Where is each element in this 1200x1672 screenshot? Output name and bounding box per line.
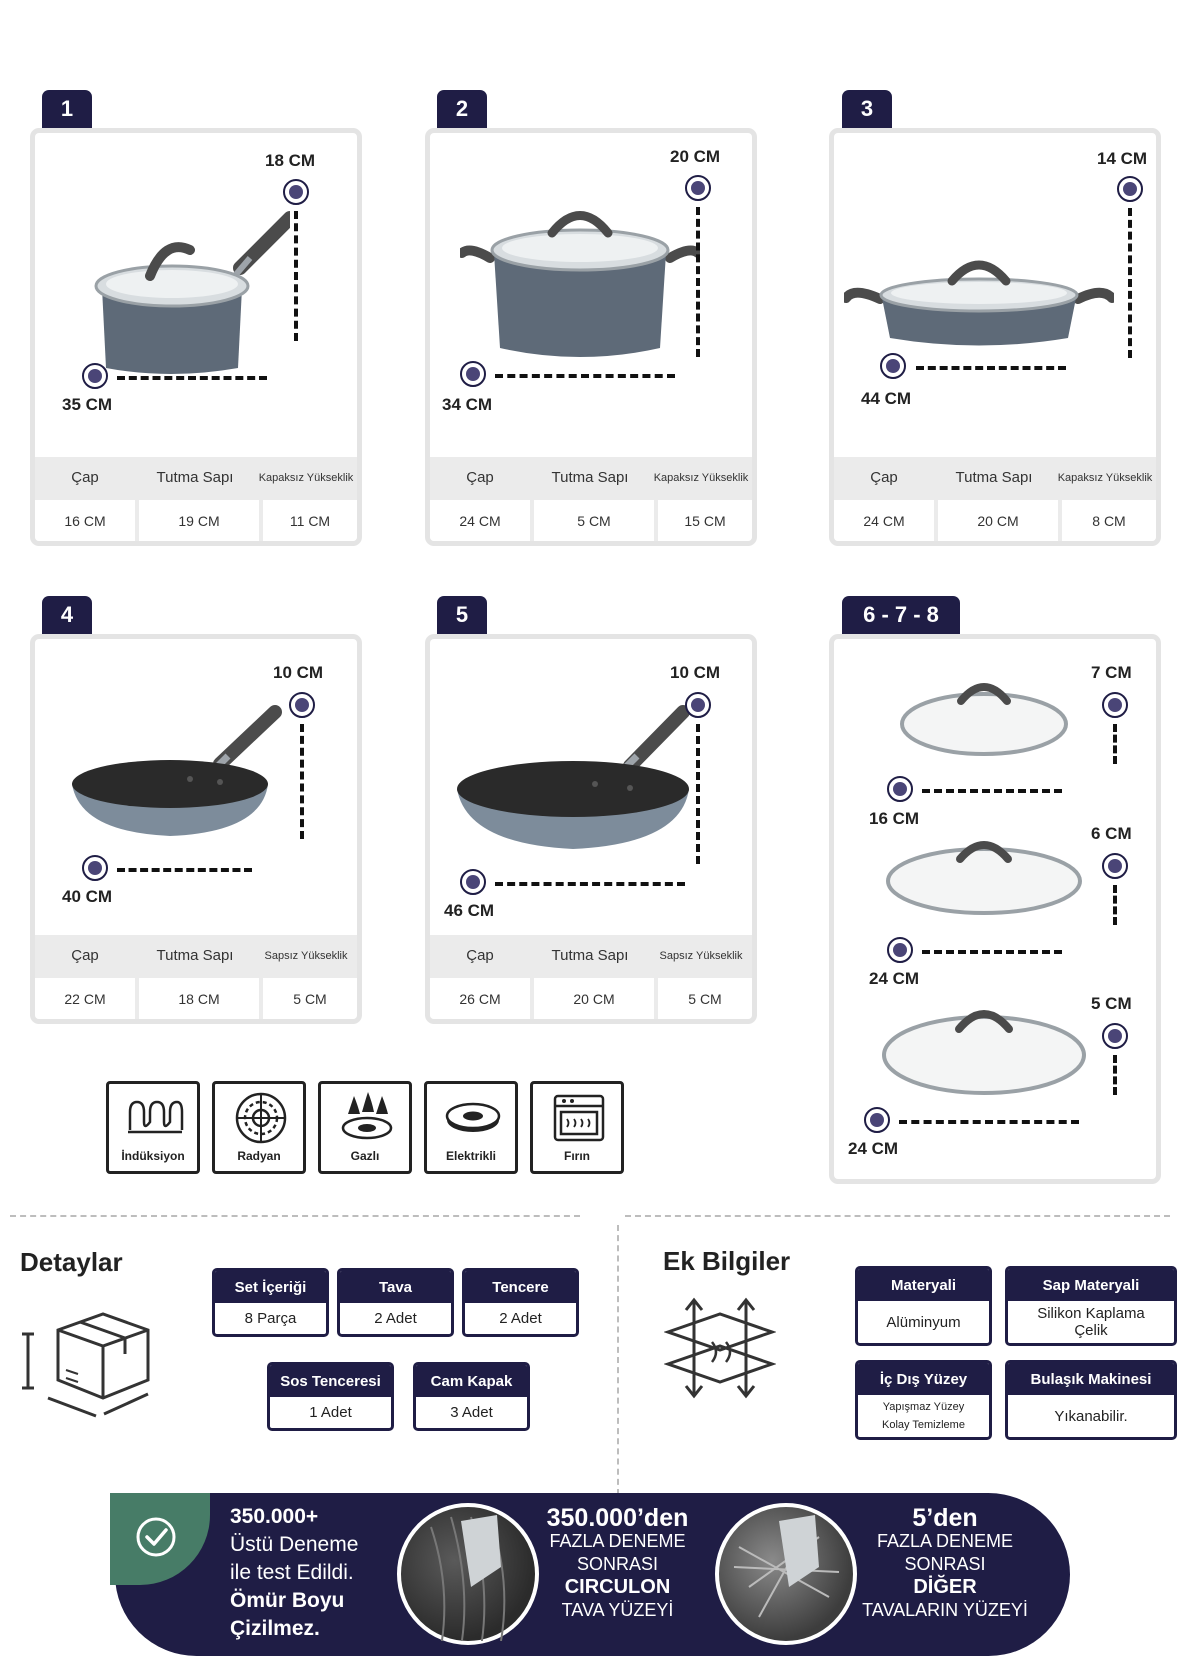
layers-arrows-icon [664,1292,776,1404]
spec-value-handle: 19 CM [139,500,259,541]
compat-label: İndüksiyon [121,1149,185,1163]
lid-1-width-label: 16 CM [869,809,920,828]
spec-header-diameter: Çap [870,469,898,486]
chip-sauce-pan [267,1362,394,1431]
frying-pan-small-image [70,704,290,844]
banner-right-line: TAVALARIN YÜZEYİ [862,1600,1028,1620]
lid-1-width-marker-dot [887,776,913,802]
banner-left-line: ile test Edildi. [230,1561,354,1584]
lid-3-width-dashed-line [899,1120,1079,1124]
oven-icon [550,1092,608,1144]
lid-3-height-marker-dot [1102,1023,1128,1049]
radiant-icon [232,1092,290,1144]
spec-value-height: 8 CM [1062,500,1156,541]
spec-header-height: Sapsız Yükseklik [264,949,348,962]
product-3-number-tab: 3 [842,90,892,128]
spec-header-handle: Tutma Sapı [156,469,234,486]
frying-pan-large-image [455,704,695,854]
lid-2-height-marker-dot [1102,853,1128,879]
spec-table [35,457,357,541]
spec-value-handle: 5 CM [534,500,654,541]
height-dashed-line [696,724,700,864]
width-marker-dot [460,361,486,387]
height-marker-dot [283,179,309,205]
lid-1-width-dashed-line [922,789,1062,793]
compat-label: Gazlı [350,1149,380,1163]
chip-label: İç Dış Yüzey [858,1363,989,1395]
gas-flame-icon [338,1092,396,1144]
spec-value-handle: 18 CM [139,978,259,1019]
chip-label: Bulaşık Makinesi [1008,1363,1174,1395]
product-1-number-tab: 1 [42,90,92,128]
spec-table [35,935,357,1019]
product-1-card [30,128,362,546]
product-3-card [829,128,1161,546]
width-label: 44 CM [861,389,912,408]
other-surface-image [715,1503,857,1645]
spec-value-height: 11 CM [263,500,357,541]
banner-left-count: 350.000+ [230,1505,319,1528]
spec-value-height: 5 CM [658,978,752,1019]
width-marker-dot [880,353,906,379]
product-4-card [30,634,362,1024]
lid-3-height-label: 5 CM [1091,994,1132,1013]
section-divider-vertical [617,1225,619,1495]
width-dashed-line [117,376,267,380]
spec-value-diameter: 24 CM [834,500,934,541]
compat-gas [318,1081,412,1174]
product-5-card [425,634,757,1024]
circulon-surface-image [397,1503,539,1645]
compat-label: Fırın [564,1149,590,1163]
height-label: 10 CM [670,663,721,682]
spec-header-diameter: Çap [466,469,494,486]
chip-value: 3 Adet [450,1404,493,1421]
chip-value: Alüminyum [886,1313,961,1331]
spec-header-handle: Tutma Sapı [156,947,234,964]
width-dashed-line [916,366,1066,370]
product-4-number-tab: 4 [42,596,92,634]
induction-coil-icon [126,1092,184,1142]
height-label: 20 CM [670,147,721,166]
chip-value: 2 Adet [499,1310,542,1327]
chip-label: Tencere [465,1271,576,1303]
banner-right-text [845,1504,1045,1622]
lid-2-width-dashed-line [922,950,1062,954]
chip-value: Yıkanabilir. [1054,1407,1128,1425]
lid-3-width-label: 24 CM [848,1139,899,1158]
chip-label: Tava [340,1271,451,1303]
height-label: 10 CM [273,663,324,682]
chip-value [1008,1301,1174,1343]
spec-table [430,935,752,1019]
lids-number-tab: 6 - 7 - 8 [842,596,960,634]
height-marker-dot [685,692,711,718]
product-5-number-tab: 5 [437,596,487,634]
height-dashed-line [1128,208,1132,358]
spec-header-handle: Tutma Sapı [551,469,629,486]
banner-middle-line: FAZLA DENEME [549,1531,686,1551]
banner-middle-text [520,1504,715,1622]
banner-middle-line: SONRASI [576,1554,659,1574]
saucepan-image [90,188,290,378]
spec-value-handle: 20 CM [938,500,1058,541]
lid-1-height-dashed-line [1113,724,1117,764]
glass-lid-small-image [899,669,1069,759]
compat-electric [424,1081,518,1174]
spec-header-diameter: Çap [71,947,99,964]
chip-surface [855,1360,992,1440]
height-label: 18 CM [265,151,316,170]
banner-right-emphasis: DİĞER [913,1576,977,1598]
spec-header-diameter: Çap [71,469,99,486]
width-label: 46 CM [444,901,495,920]
spec-value-height: 15 CM [658,500,752,541]
banner-right-count: 5’den [912,1504,978,1532]
banner-middle-count: 350.000’den [546,1504,689,1532]
chip-value-line: Yapışmaz Yüzey [882,1401,965,1413]
chip-set-content [212,1268,329,1337]
height-marker-dot [1117,176,1143,202]
banner-left-text [230,1503,358,1643]
banner-right-line: FAZLA DENEME [876,1531,1014,1551]
spec-header-height: Kapaksız Yükseklik [653,471,749,484]
spec-value-diameter: 22 CM [35,978,135,1019]
chip-label: Cam Kapak [416,1365,527,1397]
spec-header-height: Kapaksız Yükseklik [1057,471,1153,484]
chip-value: 8 Parça [244,1310,297,1327]
banner-middle-brand: CIRCULON [564,1576,671,1598]
spec-value-handle: 20 CM [534,978,654,1019]
chip-material [855,1266,992,1346]
chip-label: Set İçeriği [215,1271,326,1303]
width-label: 34 CM [442,395,493,414]
height-marker-dot [289,692,315,718]
chip-value-line: Silikon Kaplama [1037,1305,1145,1322]
spec-value-diameter: 16 CM [35,500,135,541]
lid-1-height-marker-dot [1102,692,1128,718]
section-divider [10,1215,580,1217]
spec-header-handle: Tutma Sapı [955,469,1033,486]
chip-value: 1 Adet [309,1404,352,1421]
banner-left-line: Ömür Boyu [230,1589,345,1612]
compat-label: Radyan [237,1149,281,1163]
electric-plate-icon [444,1092,502,1144]
chip-tencere [462,1268,579,1337]
width-marker-dot [460,869,486,895]
chip-handle-material [1005,1266,1177,1346]
compat-label: Elektrikli [445,1149,497,1163]
width-dashed-line [495,882,685,886]
compat-induction [106,1081,200,1174]
banner-left-line: Üstü Deneme [230,1533,359,1556]
lid-3-width-marker-dot [864,1107,890,1133]
chip-dishwasher [1005,1360,1177,1440]
spec-value-height: 5 CM [263,978,357,1019]
chip-label: Materyali [858,1269,989,1301]
lids-card [829,634,1161,1184]
chip-label: Sap Materyali [1008,1269,1174,1301]
lid-2-height-label: 6 CM [1091,824,1132,843]
banner-middle-line: TAVA YÜZEYİ [561,1600,674,1620]
chip-tava [337,1268,454,1337]
details-title: Detaylar [20,1247,123,1277]
width-marker-dot [82,363,108,389]
width-dashed-line [117,868,252,872]
lid-3-height-dashed-line [1113,1055,1117,1095]
spec-header-diameter: Çap [466,947,494,964]
height-marker-dot [685,175,711,201]
glass-lid-large-image [879,997,1089,1097]
product-2-card [425,128,757,546]
compat-oven [530,1081,624,1174]
width-marker-dot [82,855,108,881]
glass-lid-medium-image [884,829,1084,919]
chip-value-line: Kolay Temizleme [882,1419,965,1431]
width-label: 35 CM [62,395,113,414]
chip-label: Sos Tenceresi [270,1365,391,1397]
height-label: 14 CM [1097,149,1148,168]
height-dashed-line [696,207,700,357]
compat-radiant [212,1081,306,1174]
spec-value-diameter: 26 CM [430,978,530,1019]
lid-2-height-dashed-line [1113,885,1117,925]
chip-value: 2 Adet [374,1310,417,1327]
spec-header-handle: Tutma Sapı [551,947,629,964]
spec-header-height: Kapaksız Yükseklik [258,471,354,484]
section-divider [625,1215,1170,1217]
spec-table [430,457,752,541]
saute-pan-image [844,243,1114,353]
stockpot-image [460,198,700,378]
banner-right-line: SONRASI [904,1554,986,1574]
lid-1-height-label: 7 CM [1091,663,1132,682]
banner-left-line: Çizilmez. [230,1617,320,1640]
extra-info-title: Ek Bilgiler [663,1246,791,1276]
lid-2-width-label: 24 CM [869,969,920,988]
chip-value-line: Çelik [1074,1322,1108,1339]
lid-2-width-marker-dot [887,937,913,963]
width-label: 40 CM [62,887,113,906]
chip-value [858,1395,989,1437]
test-banner [115,1493,1070,1656]
chip-glass-lid [413,1362,530,1431]
spec-table [834,457,1156,541]
product-2-number-tab: 2 [437,90,487,128]
spec-header-height: Sapsız Yükseklik [659,949,743,962]
package-box-icon [18,1310,153,1420]
height-dashed-line [300,724,304,839]
width-dashed-line [495,374,675,378]
height-dashed-line [294,211,298,341]
check-circle-icon [134,1515,178,1559]
spec-value-diameter: 24 CM [430,500,530,541]
